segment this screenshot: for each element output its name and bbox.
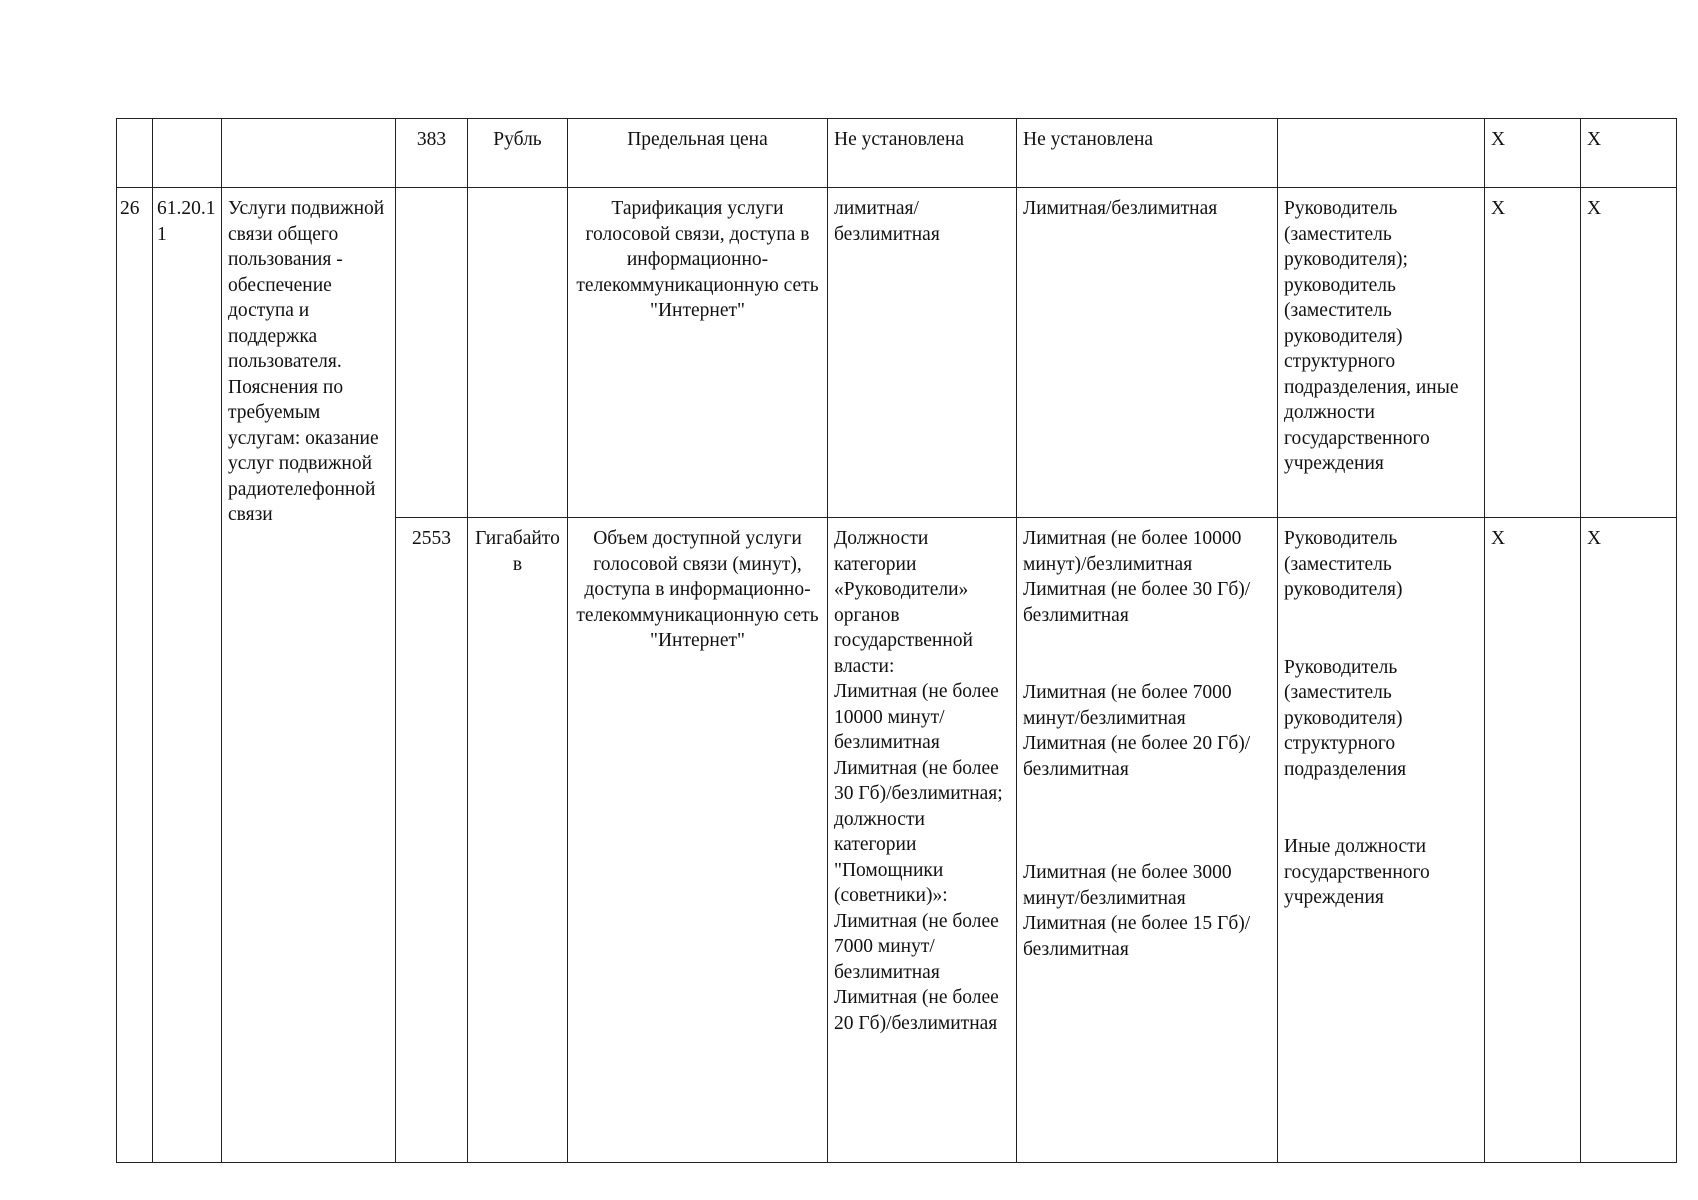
position-line: Руководитель (заместитель руководителя) структурного подразделения bbox=[1284, 656, 1407, 780]
value-position-cell: Лимитная/безлимитная bbox=[1017, 188, 1278, 518]
value-position-line: Лимитная (не более 20 Гб)/безлимитная bbox=[1023, 733, 1251, 780]
mark-cell: Х bbox=[1485, 518, 1581, 1163]
value-position-line: Лимитная (не более 30 Гб)/безлимитная bbox=[1023, 579, 1251, 626]
mark-cell: Х bbox=[1581, 188, 1677, 518]
spacer bbox=[1284, 603, 1478, 629]
spacer bbox=[1284, 808, 1478, 834]
value-general-cell: Не установлена bbox=[828, 119, 1017, 188]
cell-empty bbox=[153, 119, 222, 188]
characteristic-cell: Тарификация услуги голосовой связи, доступа в информационно-телекоммуникационную сеть "Интернет" bbox=[568, 188, 828, 518]
value-general-line: должности категории "Помощники (советники)»: bbox=[834, 808, 948, 906]
value-general-cell: лимитная/ безлимитная bbox=[828, 188, 1017, 518]
unit-name-cell: Гигабайтов bbox=[468, 518, 568, 1163]
spacer bbox=[1023, 834, 1271, 860]
position-cell bbox=[1278, 119, 1485, 188]
spacer bbox=[1023, 628, 1271, 654]
value-position-line: Лимитная (не более 15 Гб)/безлимитная bbox=[1023, 913, 1251, 960]
characteristic-cell: Предельная цена bbox=[568, 119, 828, 188]
position-cell: Руководитель (заместитель руководителя); руководитель (заместитель руководителя) структурного подразделения, иные должности государственного учреждения bbox=[1278, 188, 1485, 518]
spacer bbox=[1023, 782, 1271, 808]
value-position-line: Лимитная (не более 10000 минут)/безлимитная bbox=[1023, 528, 1242, 575]
position-line: Иные должности государственного учреждения bbox=[1284, 836, 1430, 908]
unit-code-cell bbox=[396, 188, 468, 518]
unit-name-cell: Рубль bbox=[468, 119, 568, 188]
value-position-line: Лимитная (не более 7000 минут/безлимитная bbox=[1023, 682, 1232, 729]
mark-cell: Х bbox=[1581, 518, 1677, 1163]
spacer bbox=[1023, 654, 1271, 680]
cell-empty bbox=[222, 119, 396, 188]
value-position-line: Лимитная (не более 3000 минут/безлимитная bbox=[1023, 862, 1232, 909]
value-general-line: Лимитная (не более 30 Гб)/безлимитная; bbox=[834, 757, 1003, 804]
value-general-line: Лимитная (не более 20 Гб)/безлимитная bbox=[834, 987, 999, 1034]
value-position-cell bbox=[1017, 518, 1278, 1163]
spacer bbox=[1023, 808, 1271, 834]
characteristic-cell: Объем доступной услуги голосовой связи (минут), доступа в информационно-телекоммуникационную сеть "Интернет" bbox=[568, 518, 828, 1163]
table-row bbox=[117, 188, 1677, 518]
unit-code-cell: 2553 bbox=[396, 518, 468, 1163]
value-position-cell: Не установлена bbox=[1017, 119, 1278, 188]
spacer bbox=[1284, 782, 1478, 808]
mark-cell: Х bbox=[1485, 119, 1581, 188]
okpd-code-cell: 61.20.11 bbox=[153, 188, 222, 1163]
value-general-line: Должности категории «Руководители» органов государственной власти: bbox=[834, 528, 973, 677]
unit-name-cell bbox=[468, 188, 568, 518]
cell-empty bbox=[117, 119, 153, 188]
position-line: Руководитель (заместитель руководителя) bbox=[1284, 528, 1403, 600]
table-row bbox=[117, 119, 1677, 188]
service-name-cell: Услуги подвижной связи общего пользования - обеспечение доступа и поддержка пользователя. Пояснения по требуемым услугам: оказание услуг подвижной радиотелефонной связи bbox=[222, 188, 396, 1163]
value-general-line: Лимитная (не более 7000 минут/безлимитная bbox=[834, 910, 999, 983]
spacer bbox=[1284, 629, 1478, 655]
mark-cell: Х bbox=[1485, 188, 1581, 518]
position-cell bbox=[1278, 518, 1485, 1163]
value-general-cell bbox=[828, 518, 1017, 1163]
unit-code-cell: 383 bbox=[396, 119, 468, 188]
mark-cell: Х bbox=[1581, 119, 1677, 188]
requirements-table bbox=[116, 118, 1677, 1163]
value-general-line: Лимитная (не более 10000 минут/безлимитная bbox=[834, 681, 999, 753]
row-number-cell: 26 bbox=[117, 188, 153, 1163]
